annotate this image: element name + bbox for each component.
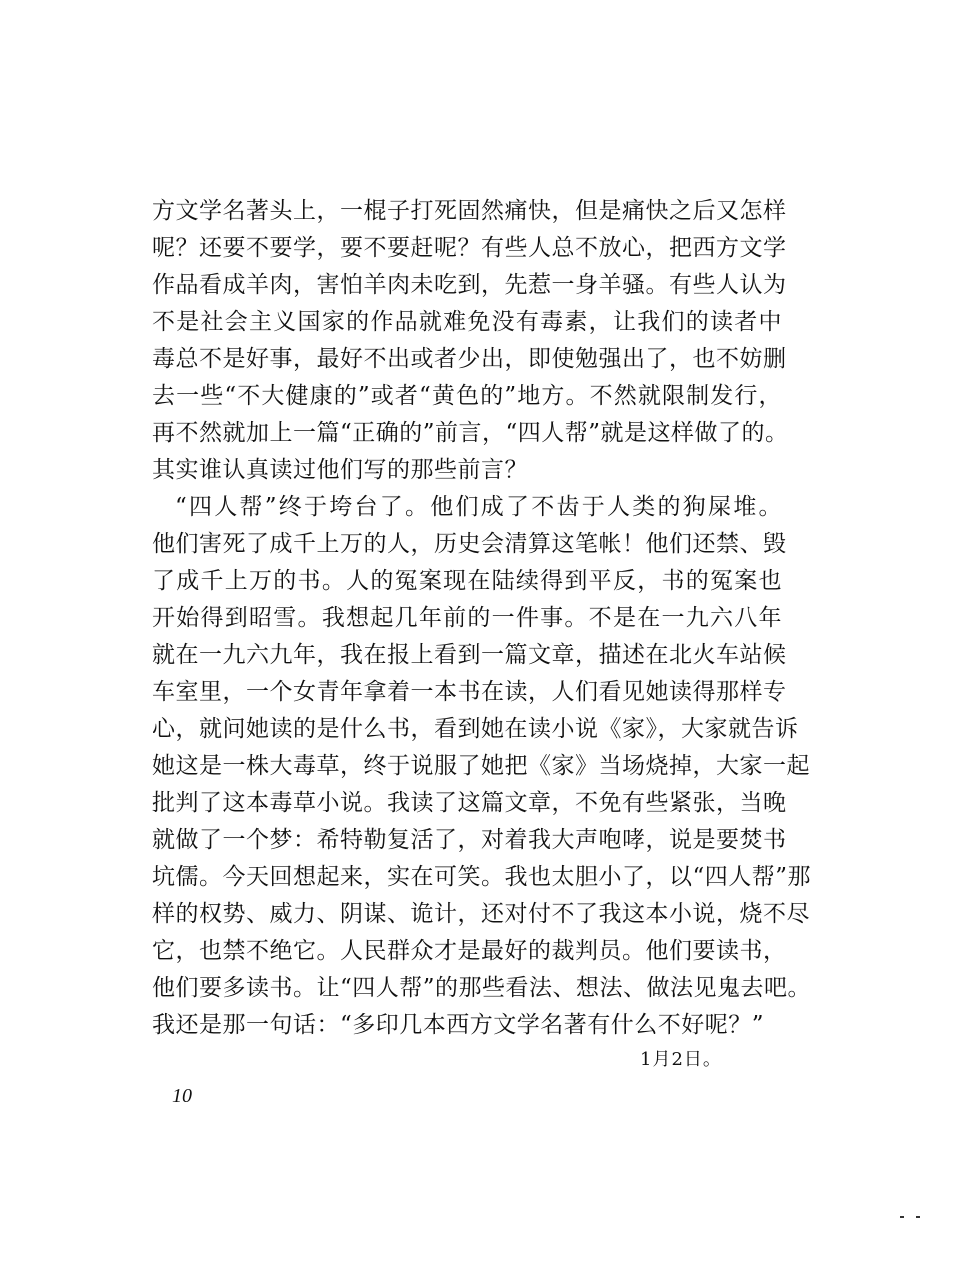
text-line: 批判了这本毒草小说。我读了这篇文章，不免有些紧张，当晚 [152,790,787,816]
text-line: 不是社会主义国家的作品就难免没有毒素，让我们的读者中 [152,309,782,335]
text-line: 开始得到昭雪。我想起几年前的一件事。不是在一九六八年 [152,605,782,631]
text-line: 就做了一个梦：希特勒复活了，对着我大声咆哮，说是要焚书 [152,827,787,853]
text-line: 心，就问她读的是什么书，看到她在读小说《家》，大家就告诉 [152,716,799,742]
text-line: 方文学名著头上，一棍子打死固然痛快，但是痛快之后又怎样 [152,198,787,224]
text-line: 就在一九六九年，我在报上看到一篇文章，描述在北火车站候 [152,642,787,668]
text-line: 它，也禁不绝它。人民群众才是最好的裁判员。他们要读书， [152,938,787,964]
text-line: 坑儒。今天回想起来，实在可笑。我也太胆小了，以“四人帮”那 [152,864,812,890]
text-line: 我还是那一句话：“多印几本西方文学名著有什么不好呢？” [152,1012,765,1038]
text-line: 呢？还要不要学，要不要赶呢？有些人总不放心，把西方文学 [152,235,787,261]
paragraph-first-line: “四人帮”终于垮台了。他们成了不齿于人类的狗屎堆。 [175,494,782,520]
text-line: 他们害死了成千上万的人，历史会清算这笔帐！他们还禁、毁 [152,531,787,557]
text-line: 再不然就加上一篇“正确的”前言，“四人帮”就是这样做了的。 [152,420,789,446]
scan-mark [900,1214,922,1220]
text-line: 样的权势、威力、阴谋、诡计，还对付不了我这本小说，烧不尽 [152,901,810,927]
body-text [152,193,812,1044]
text-line: 其实谁认真读过他们写的那些前言？ [152,457,528,483]
text-line: 他们要多读书。让“四人帮”的那些看法、想法、做法见鬼去吧。 [152,975,812,1001]
page-number: 10 [172,1085,192,1107]
text-line: 车室里，一个女青年拿着一本书在读，人们看见她读得那样专 [152,679,787,705]
text-line: 去一些“不大健康的”或者“黄色的”地方。不然就限制发行， [152,383,782,409]
text-line: 毒总不是好事，最好不出或者少出，即使勉强出了，也不妨删 [152,346,787,372]
text-line: 她这是一株大毒草，终于说服了她把《家》当场烧掉，大家一起 [152,753,810,779]
date-signature: 1月2日。 [640,1049,722,1070]
text-line: 作品看成羊肉，害怕羊肉未吃到，先惹一身羊骚。有些人认为 [152,272,787,298]
text-line: 了成千上万的书。人的冤案现在陆续得到平反，书的冤案也 [152,568,782,594]
